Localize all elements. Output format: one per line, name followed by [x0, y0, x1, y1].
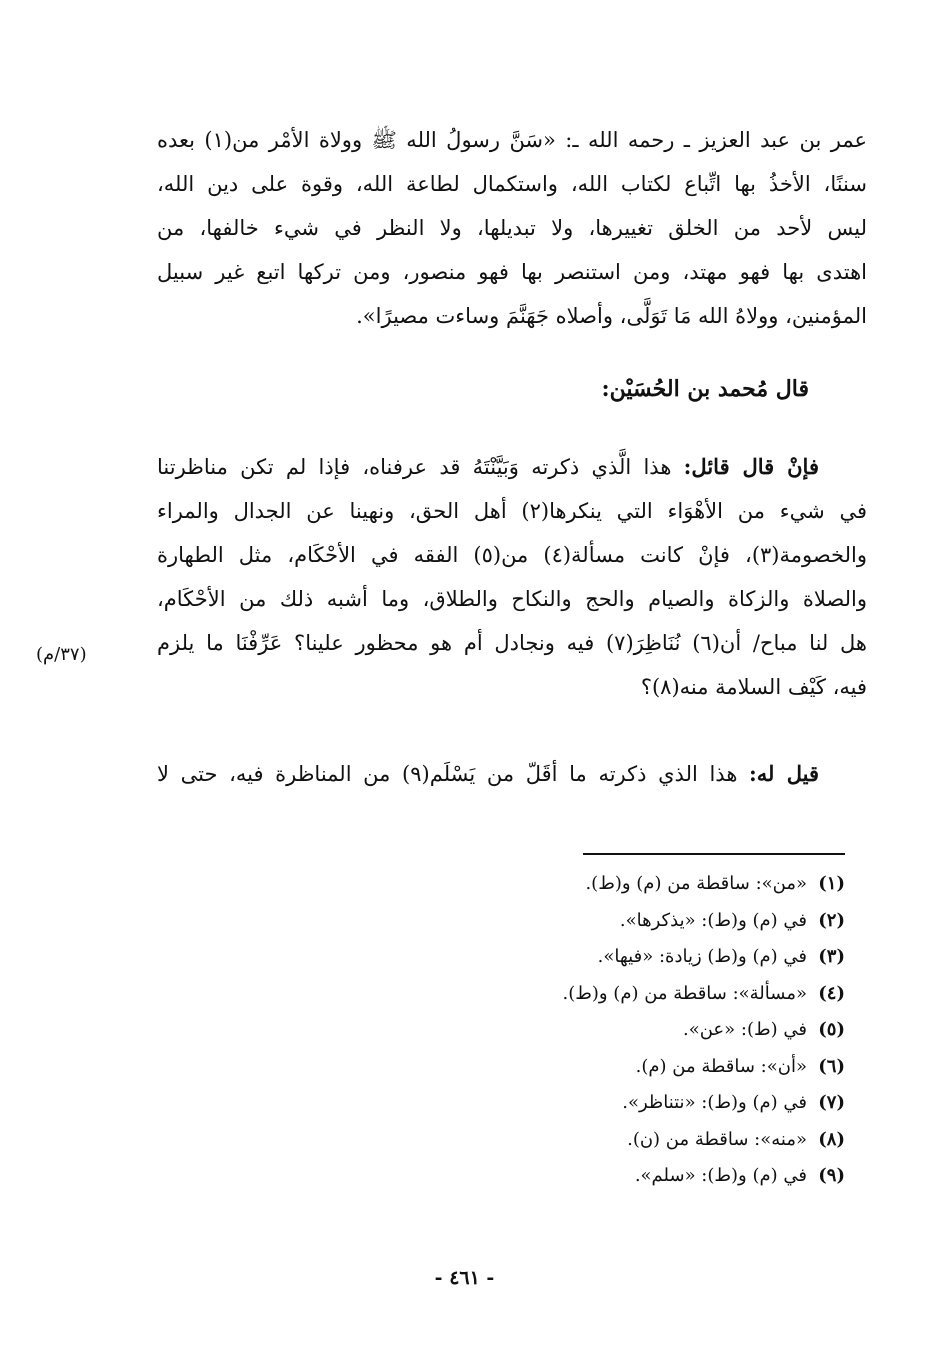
text-line: اهتدى بها فهو مهتد، ومن استنصر بها فهو منصور، ومن تركها اتبع غير سبيل [157, 260, 867, 284]
footnotes-list [562, 866, 845, 1195]
footnote-text: في (ط): «عن». [683, 1019, 807, 1040]
text-line [157, 445, 867, 489]
text-line: المؤمنين، وولاهُ الله مَا تَوَلَّى، وأصلاه جَهَنَّمَ وساءت مصيرًا». [356, 304, 867, 328]
footnote [562, 1158, 845, 1195]
footnote-number: (٩) [818, 1165, 845, 1186]
footnote-number: (٧) [818, 1092, 845, 1113]
text-line: والصلاة والزكاة والصيام والحج والنكاح والطلاق، وما أشبه ذلك من الأحْكَام، [157, 587, 867, 611]
footnote [562, 903, 845, 940]
footnote-text: «مسألة»: ساقطة من (م) و(ط). [562, 982, 807, 1004]
text-line [157, 752, 867, 796]
footnote-text: «من»: ساقطة من (م) و(ط). [585, 873, 807, 894]
footnote-number: (٤) [818, 982, 845, 1004]
text-line: في شيء من الأهْوَاء التي ينكرها(٢) أهل الحق، ونهينا عن الجدال والمراء [157, 499, 867, 523]
text-line: سننًا، الأخذُ بها اتِّباع لكتاب الله، واستكمال لطاعة الله، وقوة على دين الله، [157, 172, 867, 196]
question-paragraph [157, 445, 867, 709]
margin-folio-note: (٣٧/م) [36, 644, 87, 665]
footnote [562, 866, 845, 903]
text-line: ليس لأحد من الخلق تغييرها، ولا تبديلها، ولا النظر في شيء خالفها، من [157, 216, 867, 240]
footnote-text: في (م) و(ط): «سلم». [634, 1165, 807, 1186]
text-line: هل لنا مباح/ أن(٦) نُنَاظِرَ(٧) فيه ونجادل أم هو محظور علينا؟ عَرِّفْنَا ما يلزم [157, 631, 867, 655]
footnote [562, 976, 845, 1013]
lead-phrase: فإنْ قال قائل: [683, 454, 819, 479]
quote-paragraph [157, 118, 867, 338]
footnote [562, 939, 845, 976]
footnote-text: في (م) و(ط): «نتناظر». [622, 1092, 807, 1113]
footnote-text: «أن»: ساقطة من (م). [635, 1055, 807, 1077]
footnote-number: (١) [818, 873, 845, 894]
footnote [562, 1049, 845, 1086]
footnote [562, 1122, 845, 1159]
footnote-number: (٦) [818, 1055, 845, 1077]
page-number: - ٤٦١ - [434, 1267, 495, 1289]
section-heading: قال مُحمد بن الحُسَيْن: [601, 376, 809, 402]
line-text: هذا الذي ذكرته ما أقَلّ من يَسْلَم(٩) من المناظرة فيه، حتى لا [157, 762, 750, 786]
text-line: والخصومة(٣)، فإنْ كانت مسألة(٤) من(٥) الفقه في الأحْكَام، مثل الطهارة [157, 543, 867, 567]
footnote-text: في (م) و(ط): «يذكرها». [619, 909, 807, 931]
footnote-number: (٥) [818, 1019, 845, 1040]
footnote-divider [583, 853, 845, 855]
line-text: هذا الَّذي ذكرته وَبَيَّنْتَهُ قد عرفناه، فإذا لم تكن مناظرتنا [157, 455, 684, 479]
answer-paragraph [157, 752, 867, 796]
footnote [562, 1012, 845, 1049]
text-line: عمر بن عبد العزيز ـ رحمه الله ـ: «سَنَّ رسولُ الله ﷺ وولاة الأمْر من(١) بعده [157, 128, 867, 152]
footnote-text: في (م) و(ط) زيادة: «فيها». [597, 946, 807, 967]
lead-phrase: قيل له: [749, 761, 819, 786]
footnote-text: «منه»: ساقطة من (ن). [627, 1128, 807, 1150]
footnote-number: (٢) [818, 909, 845, 931]
footnote-number: (٣) [818, 946, 845, 967]
footnote-number: (٨) [818, 1128, 845, 1150]
text-line: فيه، كَيْف السلامة منه(٨)؟ [640, 675, 867, 699]
footnote [562, 1085, 845, 1122]
